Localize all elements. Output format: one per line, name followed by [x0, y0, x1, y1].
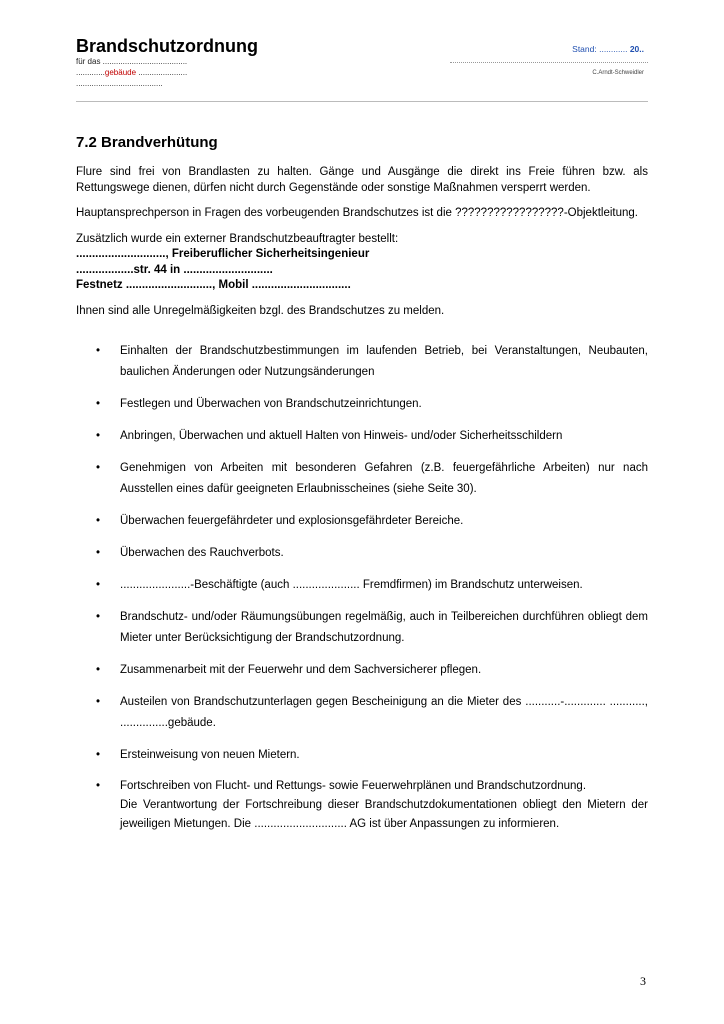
list-item: • Zusammenarbeit mit der Feuerwehr und dem Sachversicherer pflegen. [76, 660, 648, 681]
stand-label: Stand: ............ [572, 44, 628, 54]
list-item: • Brandschutz- und/oder Räumungsübungen regelmäßig, auch in Teilbereichen durchführen obliegt dem Mieter unter Berücksichtigung der Brandschutzordnung. [76, 607, 648, 649]
stand-year: 20.. [629, 44, 644, 54]
paragraph-corridors: Flure sind frei von Brandlasten zu halten. Gänge und Ausgänge die direkt ins Freie führen bzw. als Rettungswege dienen, dürfen nicht durch Gegenstände oder sonstige Maßnahmen versperrt werden. [76, 166, 648, 194]
list-item: • Einhalten der Brandschutzbestimmungen im laufenden Betrieb, bei Veranstaltungen, Neubauten, baulichen Änderungen oder Nutzungsänderungen [76, 341, 648, 383]
section-heading: 7.2 Brandverhütung [76, 134, 218, 151]
list-item: • Festlegen und Überwachen von Brandschutzeinrichtungen. [76, 394, 648, 415]
contact-name-line: ............................, Freiberuflicher Sicherheitsingenieur [76, 248, 370, 260]
header-line-building-suffix: ...................... [136, 68, 188, 77]
list-item: • Überwachen feuergefährdeter und explosionsgefährdeter Bereiche. [76, 511, 648, 532]
page-number: 3 [640, 974, 646, 988]
list-item: • Austeilen von Brandschutzunterlagen gegen Bescheinigung an die Mieter des ...........-............. ..........., ...............gebäude. [76, 692, 648, 734]
header-line-building-red: gebäude [104, 68, 137, 77]
contact-block [76, 247, 648, 294]
list-item: • Überwachen des Rauchverbots. [76, 543, 648, 564]
author-name: C.Arndt-Schweidler [592, 70, 644, 76]
list-item: • Anbringen, Überwachen und aktuell Halten von Hinweis- und/oder Sicherheitsschildern [76, 426, 648, 447]
header-line-extra: ....................................... [76, 79, 163, 88]
header-line-building-prefix: ............. [76, 68, 105, 77]
header-divider [76, 101, 648, 102]
list-item: • Genehmigen von Arbeiten mit besonderen Gefahren (z.B. feuergefährliche Arbeiten) nur nach Ausstellen eines dafür geeigneten Erlaubnisscheines (siehe Seite 30). [76, 458, 648, 500]
header-line-building [76, 67, 648, 78]
list-item: • ......................-Beschäftigte (auch ..................... Fremdfirmen) im Brandschutz unterweisen. [76, 575, 648, 596]
paragraph-external-officer: Zusätzlich wurde ein externer Brandschutzbeauftragter bestellt: [76, 232, 399, 245]
stand-date [572, 44, 644, 54]
header-dotted-line [450, 62, 648, 63]
paragraph-main-contact: Hauptansprechperson in Fragen des vorbeugenden Brandschutzes ist die ?????????????????-Objektleitung. [76, 207, 638, 219]
contact-address-line: ..................str. 44 in ............................ [76, 263, 273, 276]
list-item: • Ersteinweisung von neuen Mietern. [76, 745, 648, 766]
main-content [76, 134, 648, 845]
contact-phone-line: Festnetz ..........................., Mobil ............................... [76, 279, 351, 291]
list-item: • Fortschreiben von Flucht- und Rettungs- sowie Feuerwehrplänen und Brandschutzordnung. Die Verantwortung der Fortschreibung dieser Brandschutzdokumentationen obliegt den Mietern der jeweiligen Mietungen. Die ............................. AG ist über Anpassungen zu informieren. [76, 777, 648, 834]
page-header [76, 36, 648, 89]
header-line-building-for: für das ...................................... [76, 57, 188, 66]
duties-list [76, 341, 648, 834]
paragraph-report-irregularities: Ihnen sind alle Unregelmäßigkeiten bzgl. des Brandschutzes zu melden. [76, 304, 445, 317]
document-title: Brandschutzordnung [76, 36, 258, 56]
